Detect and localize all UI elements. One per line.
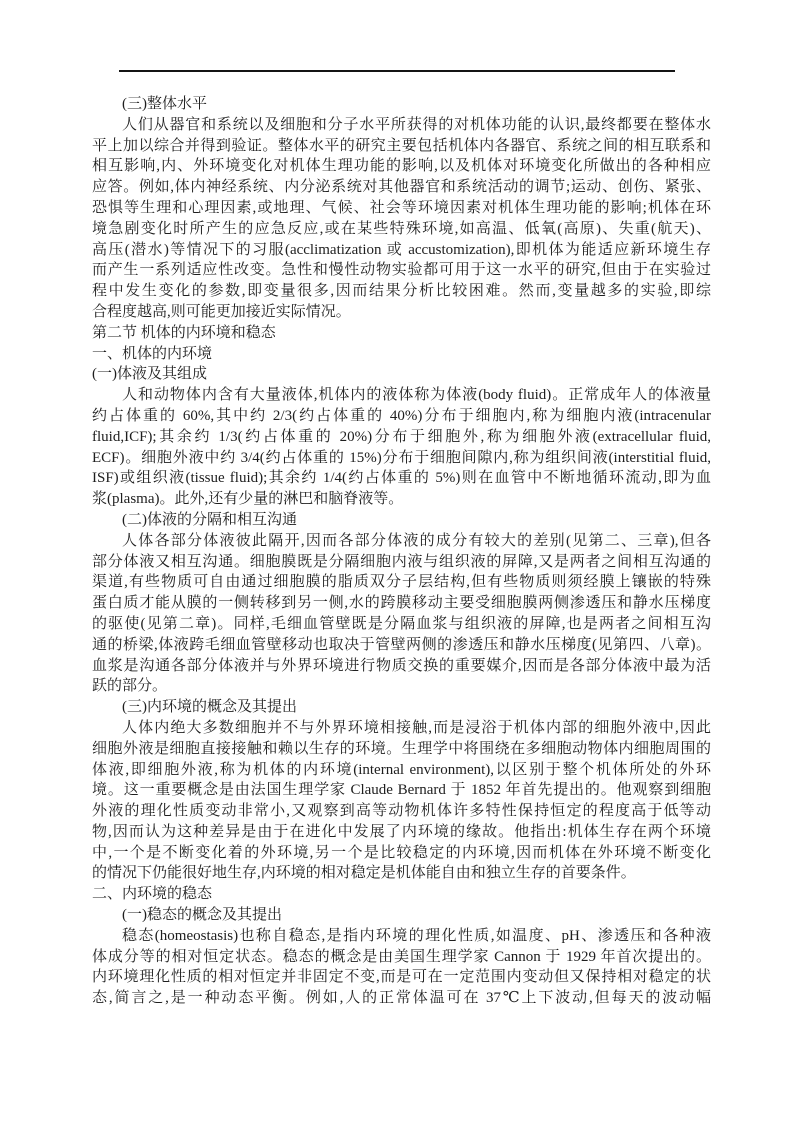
text-line: ECF)。细胞外液中约 3/4(约占体重的 15%)分布于细胞间隙内,称为组织间液(interstitial fluid,	[92, 449, 711, 466]
text-line: (三)整体水平	[122, 96, 207, 112]
text-line: (二)体液的分隔和相互沟通	[122, 511, 297, 528]
text-line: 体成分等的相对恒定状态。稳态的概念是由美国生理学家 Cannon 于 1929 年首次提出的。	[92, 948, 711, 965]
text-line: 人体内绝大多数细胞并不与外界环境相接触,而是浸浴于机体内部的细胞外液中,因此	[122, 719, 711, 736]
text-line: 跃的部分。	[92, 678, 168, 695]
text-line: 的情况下仍能很好地生存,内环境的相对稳定是机体能自由和独立生存的首要条件。	[92, 865, 636, 882]
text-line: 稳态(homeostasis)也称自稳态,是指内环境的理化性质,如温度、pH、渗透压和各种液	[122, 927, 711, 944]
text-line: 部分体液又相互沟通。细胞膜既是分隔细胞内液与组织液的屏障,又是两者之间相互沟通的	[92, 553, 711, 570]
text-lines	[92, 94, 711, 1009]
text-line: 蛋白质才能从膜的一侧转移到另一侧,水的跨膜移动主要受细胞膜两侧渗透压和静水压梯度	[92, 595, 711, 612]
text-line: 血浆是沟通各部分体液并与外界环境进行物质交换的重要媒介,因而是各部分体液中最为活	[92, 657, 711, 674]
text-line: (一)体液及其组成	[92, 366, 207, 383]
text-line: 恐惧等生理和心理因素,或地理、气候、社会等环境因素对机体生理功能的影响;机体在环	[92, 199, 711, 216]
text-line: ISF)或组织液(tissue fluid);其余约 1/4(约占体重的 5%)则在血管中不断地循环流动,即为血	[92, 470, 711, 487]
text-line: 通的桥梁,体液跨毛细血管壁移动也取决于管壁两侧的渗透压和静水压梯度(见第四、八章)。	[92, 636, 711, 653]
text-line: 细胞外液是细胞直接接触和赖以生存的环境。生理学中将围绕在多细胞动物体内细胞周围的	[92, 740, 711, 757]
text-line: 人体各部分体液彼此隔开,因而各部分体液的成分有较大的差别(见第二、三章),但各	[122, 532, 711, 549]
text-line: 内环境理化性质的相对恒定并非固定不变,而是可在一定范围内变动但又保持相对稳定的状	[92, 969, 711, 986]
text-line: 渠道,有些物质可自由通过细胞膜的脂质双分子层结构,但有些物质则须经膜上镶嵌的特殊	[92, 574, 711, 591]
text-line: 的驱使(见第二章)。同样,毛细血管壁既是分隔血浆与组织液的屏障,也是两者之间相互沟	[92, 615, 711, 632]
text-line: 程中发生变化的参数,即变量很多,因而结果分析比较困难。然而,变量越多的实验,即综	[92, 283, 711, 300]
text-line: 第二节 机体的内环境和稳态	[92, 324, 276, 341]
text-line: 相互影响,内、外环境变化对机体生理功能的影响,以及机体对环境变化所做出的各种相应	[92, 158, 711, 175]
text-line: (三)内环境的概念及其提出	[122, 699, 297, 716]
text-line: 外液的理化性质变动非常小,又观察到高等动物机体许多特性保持恒定的程度高于低等动	[92, 803, 711, 820]
text-line: 境急剧变化时所产生的应急反应,或在某些特殊环境,如高温、低氧(高原)、失重(航天)、	[92, 220, 711, 237]
text-line: 体液,即细胞外液,称为机体的内环境(internal environment),以区别于整个机体所处的外环	[92, 761, 711, 778]
text-line: 约占体重的 60%,其中约 2/3(约占体重的 40%)分布于细胞内,称为细胞内液(intracenular	[92, 407, 711, 424]
text-line: 应答。例如,体内神经系统、内分泌系统对其他器官和系统活动的调节;运动、创伤、紧张、	[92, 179, 711, 196]
text-line: 一、机体的内环境	[92, 345, 213, 362]
text-line: 而产生一系列适应性改变。急性和慢性动物实验都可用于这一水平的研究,但由于在实验过	[92, 262, 711, 279]
text-line: fluid,ICF);其余约 1/3(约占体重的 20%)分布于细胞外,称为细胞外液(extracellular fluid,	[92, 428, 711, 445]
text-line: 人和动物体内含有大量液体,机体内的液体称为体液(body fluid)。正常成年人的体液量	[122, 387, 711, 404]
text-line: 二、内环境的稳态	[92, 886, 213, 903]
text-line: 态,简言之,是一种动态平衡。例如,人的正常体温可在 37℃上下波动,但每天的波动幅	[92, 990, 711, 1007]
text-line: 合程度越高,则可能更加接近实际情况。	[92, 303, 351, 320]
text-line: 人们从器官和系统以及细胞和分子水平所获得的对机体功能的认识,最终都要在整体水	[122, 116, 711, 133]
header-rule	[119, 70, 675, 72]
text-line: (一)稳态的概念及其提出	[122, 907, 282, 924]
text-line: 高压(潜水)等情况下的习服(acclimatization 或 accustomization),即机体为能适应新环境生存	[92, 241, 711, 258]
text-line: 浆(plasma)。此外,还有少量的淋巴和脑脊液等。	[92, 491, 404, 508]
text-line: 物,因而认为这种差异是由于在进化中发展了内环境的缘故。他指出:机体生存在两个环境	[92, 823, 711, 840]
text-line: 境。这一重要概念是由法国生理学家 Claude Bernard 于 1852 年首先提出的。他观察到细胞	[92, 782, 711, 799]
text-line: 平上加以综合并得到验证。整体水平的研究主要包括机体内各器官、系统之间的相互联系和	[92, 137, 711, 154]
text-line: 中,一个是不断变化着的外环境,另一个是比较稳定的内环境,因而机体在外环境不断变化	[92, 844, 711, 861]
